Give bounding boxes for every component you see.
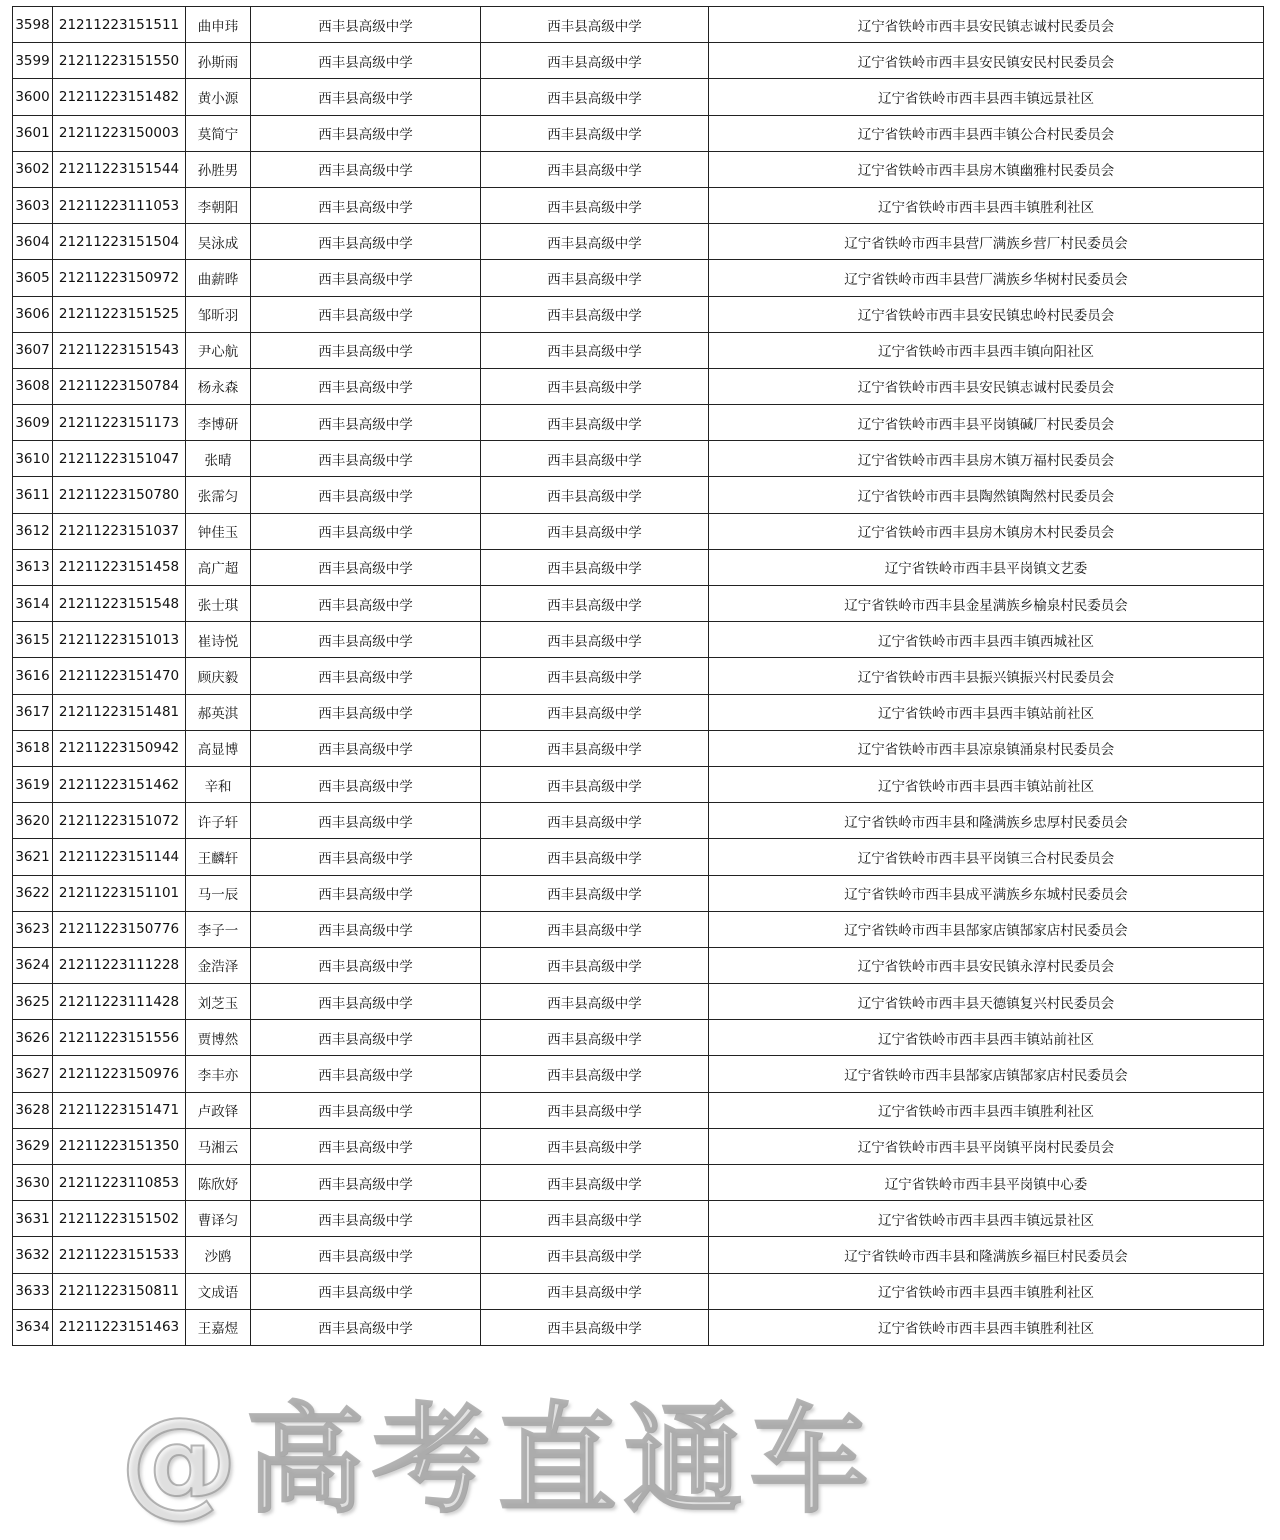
student-name-cell: 张晴: [186, 441, 251, 477]
table-row: [13, 332, 1264, 368]
admitted-school-cell: 西丰县高级中学: [481, 1165, 709, 1201]
household-address-cell: 辽宁省铁岭市西丰县房木镇万福村民委员会: [709, 441, 1264, 477]
exam-id-cell: 21211223151462: [53, 766, 186, 802]
student-name-cell: 郝英淇: [186, 694, 251, 730]
row-number-cell: 3612: [13, 513, 53, 549]
student-list-table: [12, 6, 1264, 1346]
school-cell: 西丰县高级中学: [251, 1020, 481, 1056]
household-address-cell: 辽宁省铁岭市西丰县西丰镇胜利社区: [709, 1092, 1264, 1128]
row-number-cell: 3617: [13, 694, 53, 730]
student-name-cell: 王嘉煜: [186, 1309, 251, 1345]
household-address-cell: 辽宁省铁岭市西丰县西丰镇站前社区: [709, 1020, 1264, 1056]
table-row: [13, 1020, 1264, 1056]
admitted-school-cell: 西丰县高级中学: [481, 1309, 709, 1345]
row-number-cell: 3621: [13, 839, 53, 875]
exam-id-cell: 21211223151047: [53, 441, 186, 477]
row-number-cell: 3622: [13, 875, 53, 911]
admitted-school-cell: 西丰县高级中学: [481, 151, 709, 187]
table-row: [13, 1201, 1264, 1237]
exam-id-cell: 21211223111428: [53, 984, 186, 1020]
school-cell: 西丰县高级中学: [251, 803, 481, 839]
row-number-cell: 3630: [13, 1165, 53, 1201]
admitted-school-cell: 西丰县高级中学: [481, 368, 709, 404]
exam-id-cell: 21211223150780: [53, 477, 186, 513]
student-name-cell: 金浩泽: [186, 947, 251, 983]
table-row: [13, 1237, 1264, 1273]
exam-id-cell: 21211223151173: [53, 405, 186, 441]
table-row: [13, 586, 1264, 622]
admitted-school-cell: 西丰县高级中学: [481, 1201, 709, 1237]
student-name-cell: 马湘云: [186, 1128, 251, 1164]
school-cell: 西丰县高级中学: [251, 79, 481, 115]
household-address-cell: 辽宁省铁岭市西丰县西丰镇胜利社区: [709, 1273, 1264, 1309]
table-row: [13, 694, 1264, 730]
admitted-school-cell: 西丰县高级中学: [481, 43, 709, 79]
household-address-cell: 辽宁省铁岭市西丰县营厂满族乡营厂村民委员会: [709, 224, 1264, 260]
admitted-school-cell: 西丰县高级中学: [481, 622, 709, 658]
household-address-cell: 辽宁省铁岭市西丰县天德镇复兴村民委员会: [709, 984, 1264, 1020]
table-row: [13, 875, 1264, 911]
exam-id-cell: 21211223151471: [53, 1092, 186, 1128]
student-name-cell: 高显博: [186, 730, 251, 766]
admitted-school-cell: 西丰县高级中学: [481, 730, 709, 766]
admitted-school-cell: 西丰县高级中学: [481, 1128, 709, 1164]
school-cell: 西丰县高级中学: [251, 151, 481, 187]
exam-id-cell: 21211223150784: [53, 368, 186, 404]
table-row: [13, 1092, 1264, 1128]
school-cell: 西丰县高级中学: [251, 694, 481, 730]
table-row: [13, 115, 1264, 151]
school-cell: 西丰县高级中学: [251, 224, 481, 260]
student-name-cell: 孙胜男: [186, 151, 251, 187]
student-name-cell: 黄小源: [186, 79, 251, 115]
exam-id-cell: 21211223111228: [53, 947, 186, 983]
row-number-cell: 3603: [13, 187, 53, 223]
student-name-cell: 顾庆毅: [186, 658, 251, 694]
row-number-cell: 3608: [13, 368, 53, 404]
row-number-cell: 3606: [13, 296, 53, 332]
table-row: [13, 151, 1264, 187]
student-name-cell: 陈欣妤: [186, 1165, 251, 1201]
household-address-cell: 辽宁省铁岭市西丰县西丰镇远景社区: [709, 1201, 1264, 1237]
admitted-school-cell: 西丰县高级中学: [481, 79, 709, 115]
table-row: [13, 405, 1264, 441]
student-name-cell: 孙斯雨: [186, 43, 251, 79]
student-name-cell: 吴泳成: [186, 224, 251, 260]
household-address-cell: 辽宁省铁岭市西丰县平岗镇三合村民委员会: [709, 839, 1264, 875]
exam-id-cell: 21211223150972: [53, 260, 186, 296]
admitted-school-cell: 西丰县高级中学: [481, 187, 709, 223]
admitted-school-cell: 西丰县高级中学: [481, 911, 709, 947]
school-cell: 西丰县高级中学: [251, 441, 481, 477]
exam-id-cell: 21211223151525: [53, 296, 186, 332]
row-number-cell: 3631: [13, 1201, 53, 1237]
admitted-school-cell: 西丰县高级中学: [481, 115, 709, 151]
school-cell: 西丰县高级中学: [251, 1273, 481, 1309]
school-cell: 西丰县高级中学: [251, 43, 481, 79]
student-name-cell: 许子轩: [186, 803, 251, 839]
table-row: [13, 766, 1264, 802]
admitted-school-cell: 西丰县高级中学: [481, 947, 709, 983]
household-address-cell: 辽宁省铁岭市西丰县西丰镇胜利社区: [709, 187, 1264, 223]
row-number-cell: 3615: [13, 622, 53, 658]
table-row: [13, 43, 1264, 79]
row-number-cell: 3634: [13, 1309, 53, 1345]
student-name-cell: 李朝阳: [186, 187, 251, 223]
school-cell: 西丰县高级中学: [251, 1237, 481, 1273]
school-cell: 西丰县高级中学: [251, 947, 481, 983]
table-row: [13, 1273, 1264, 1309]
row-number-cell: 3611: [13, 477, 53, 513]
exam-id-cell: 21211223151037: [53, 513, 186, 549]
row-number-cell: 3614: [13, 586, 53, 622]
row-number-cell: 3623: [13, 911, 53, 947]
row-number-cell: 3605: [13, 260, 53, 296]
school-cell: 西丰县高级中学: [251, 187, 481, 223]
student-name-cell: 曲申玮: [186, 7, 251, 43]
student-name-cell: 沙鸥: [186, 1237, 251, 1273]
admitted-school-cell: 西丰县高级中学: [481, 441, 709, 477]
table-row: [13, 441, 1264, 477]
exam-id-cell: 21211223151481: [53, 694, 186, 730]
household-address-cell: 辽宁省铁岭市西丰县西丰镇向阳社区: [709, 332, 1264, 368]
admitted-school-cell: 西丰县高级中学: [481, 405, 709, 441]
row-number-cell: 3602: [13, 151, 53, 187]
row-number-cell: 3629: [13, 1128, 53, 1164]
school-cell: 西丰县高级中学: [251, 549, 481, 585]
table-row: [13, 368, 1264, 404]
table-row: [13, 803, 1264, 839]
student-name-cell: 王麟轩: [186, 839, 251, 875]
row-number-cell: 3618: [13, 730, 53, 766]
row-number-cell: 3599: [13, 43, 53, 79]
admitted-school-cell: 西丰县高级中学: [481, 1237, 709, 1273]
row-number-cell: 3610: [13, 441, 53, 477]
exam-id-cell: 21211223151072: [53, 803, 186, 839]
student-name-cell: 文成语: [186, 1273, 251, 1309]
household-address-cell: 辽宁省铁岭市西丰县安民镇忠岭村民委员会: [709, 296, 1264, 332]
row-number-cell: 3632: [13, 1237, 53, 1273]
admitted-school-cell: 西丰县高级中学: [481, 1273, 709, 1309]
school-cell: 西丰县高级中学: [251, 1128, 481, 1164]
household-address-cell: 辽宁省铁岭市西丰县金星满族乡榆泉村民委员会: [709, 586, 1264, 622]
school-cell: 西丰县高级中学: [251, 115, 481, 151]
row-number-cell: 3619: [13, 766, 53, 802]
household-address-cell: 辽宁省铁岭市西丰县和隆满族乡福巨村民委员会: [709, 1237, 1264, 1273]
household-address-cell: 辽宁省铁岭市西丰县安民镇安民村民委员会: [709, 43, 1264, 79]
household-address-cell: 辽宁省铁岭市西丰县营厂满族乡华树村民委员会: [709, 260, 1264, 296]
household-address-cell: 辽宁省铁岭市西丰县郜家店镇郜家店村民委员会: [709, 911, 1264, 947]
student-name-cell: 莫简宁: [186, 115, 251, 151]
table-row: [13, 984, 1264, 1020]
table-row: [13, 513, 1264, 549]
household-address-cell: 辽宁省铁岭市西丰县安民镇志诚村民委员会: [709, 368, 1264, 404]
admitted-school-cell: 西丰县高级中学: [481, 296, 709, 332]
row-number-cell: 3598: [13, 7, 53, 43]
school-cell: 西丰县高级中学: [251, 332, 481, 368]
exam-id-cell: 21211223151463: [53, 1309, 186, 1345]
student-name-cell: 刘芝玉: [186, 984, 251, 1020]
exam-id-cell: 21211223151511: [53, 7, 186, 43]
row-number-cell: 3601: [13, 115, 53, 151]
exam-id-cell: 21211223150003: [53, 115, 186, 151]
table-row: [13, 260, 1264, 296]
household-address-cell: 辽宁省铁岭市西丰县房木镇幽雅村民委员会: [709, 151, 1264, 187]
exam-id-cell: 21211223111053: [53, 187, 186, 223]
student-name-cell: 杨永森: [186, 368, 251, 404]
student-name-cell: 尹心航: [186, 332, 251, 368]
school-cell: 西丰县高级中学: [251, 1201, 481, 1237]
row-number-cell: 3607: [13, 332, 53, 368]
household-address-cell: 辽宁省铁岭市西丰县振兴镇振兴村民委员会: [709, 658, 1264, 694]
row-number-cell: 3604: [13, 224, 53, 260]
admitted-school-cell: 西丰县高级中学: [481, 766, 709, 802]
exam-id-cell: 21211223151458: [53, 549, 186, 585]
household-address-cell: 辽宁省铁岭市西丰县西丰镇西城社区: [709, 622, 1264, 658]
student-name-cell: 李子一: [186, 911, 251, 947]
admitted-school-cell: 西丰县高级中学: [481, 260, 709, 296]
table-row: [13, 730, 1264, 766]
student-name-cell: 曹译匀: [186, 1201, 251, 1237]
school-cell: 西丰县高级中学: [251, 296, 481, 332]
school-cell: 西丰县高级中学: [251, 730, 481, 766]
table-row: [13, 1128, 1264, 1164]
row-number-cell: 3620: [13, 803, 53, 839]
school-cell: 西丰县高级中学: [251, 260, 481, 296]
exam-id-cell: 21211223150942: [53, 730, 186, 766]
admitted-school-cell: 西丰县高级中学: [481, 7, 709, 43]
household-address-cell: 辽宁省铁岭市西丰县西丰镇胜利社区: [709, 1309, 1264, 1345]
table-row: [13, 839, 1264, 875]
exam-id-cell: 21211223151101: [53, 875, 186, 911]
admitted-school-cell: 西丰县高级中学: [481, 549, 709, 585]
admitted-school-cell: 西丰县高级中学: [481, 1092, 709, 1128]
school-cell: 西丰县高级中学: [251, 875, 481, 911]
school-cell: 西丰县高级中学: [251, 984, 481, 1020]
row-number-cell: 3626: [13, 1020, 53, 1056]
admitted-school-cell: 西丰县高级中学: [481, 224, 709, 260]
student-name-cell: 曲薪晔: [186, 260, 251, 296]
household-address-cell: 辽宁省铁岭市西丰县成平满族乡东城村民委员会: [709, 875, 1264, 911]
student-name-cell: 张霈匀: [186, 477, 251, 513]
student-name-cell: 邹昕羽: [186, 296, 251, 332]
student-name-cell: 高广超: [186, 549, 251, 585]
admitted-school-cell: 西丰县高级中学: [481, 875, 709, 911]
watermark-bottom: @高考直通车: [120, 1391, 877, 1529]
table-row: [13, 224, 1264, 260]
admitted-school-cell: 西丰县高级中学: [481, 586, 709, 622]
household-address-cell: 辽宁省铁岭市西丰县和隆满族乡忠厚村民委员会: [709, 803, 1264, 839]
admitted-school-cell: 西丰县高级中学: [481, 1056, 709, 1092]
household-address-cell: 辽宁省铁岭市西丰县平岗镇文艺委: [709, 549, 1264, 585]
admitted-school-cell: 西丰县高级中学: [481, 839, 709, 875]
exam-id-cell: 21211223150976: [53, 1056, 186, 1092]
exam-id-cell: 21211223150776: [53, 911, 186, 947]
exam-id-cell: 21211223151504: [53, 224, 186, 260]
school-cell: 西丰县高级中学: [251, 622, 481, 658]
admitted-school-cell: 西丰县高级中学: [481, 1020, 709, 1056]
household-address-cell: 辽宁省铁岭市西丰县西丰镇站前社区: [709, 766, 1264, 802]
table-row: [13, 79, 1264, 115]
table-body: [13, 7, 1264, 1346]
admitted-school-cell: 西丰县高级中学: [481, 332, 709, 368]
exam-id-cell: 21211223151144: [53, 839, 186, 875]
table-row: [13, 622, 1264, 658]
exam-id-cell: 21211223151502: [53, 1201, 186, 1237]
household-address-cell: 辽宁省铁岭市西丰县平岗镇碱厂村民委员会: [709, 405, 1264, 441]
table-row: [13, 187, 1264, 223]
table-row: [13, 658, 1264, 694]
admitted-school-cell: 西丰县高级中学: [481, 513, 709, 549]
school-cell: 西丰县高级中学: [251, 586, 481, 622]
school-cell: 西丰县高级中学: [251, 477, 481, 513]
exam-id-cell: 21211223151556: [53, 1020, 186, 1056]
exam-id-cell: 21211223151470: [53, 658, 186, 694]
exam-id-cell: 21211223151013: [53, 622, 186, 658]
row-number-cell: 3613: [13, 549, 53, 585]
table-row: [13, 477, 1264, 513]
row-number-cell: 3616: [13, 658, 53, 694]
household-address-cell: 辽宁省铁岭市西丰县平岗镇中心委: [709, 1165, 1264, 1201]
table-row: [13, 296, 1264, 332]
exam-id-cell: 21211223151533: [53, 1237, 186, 1273]
row-number-cell: 3628: [13, 1092, 53, 1128]
admitted-school-cell: 西丰县高级中学: [481, 694, 709, 730]
exam-id-cell: 21211223151550: [53, 43, 186, 79]
school-cell: 西丰县高级中学: [251, 1165, 481, 1201]
exam-id-cell: 21211223151544: [53, 151, 186, 187]
table-row: [13, 549, 1264, 585]
student-name-cell: 崔诗悦: [186, 622, 251, 658]
exam-id-cell: 21211223150811: [53, 1273, 186, 1309]
school-cell: 西丰县高级中学: [251, 658, 481, 694]
row-number-cell: 3624: [13, 947, 53, 983]
exam-id-cell: 21211223151548: [53, 586, 186, 622]
table-row: [13, 7, 1264, 43]
table-row: [13, 911, 1264, 947]
school-cell: 西丰县高级中学: [251, 1056, 481, 1092]
household-address-cell: 辽宁省铁岭市西丰县平岗镇平岗村民委员会: [709, 1128, 1264, 1164]
school-cell: 西丰县高级中学: [251, 1309, 481, 1345]
household-address-cell: 辽宁省铁岭市西丰县陶然镇陶然村民委员会: [709, 477, 1264, 513]
school-cell: 西丰县高级中学: [251, 839, 481, 875]
table-row: [13, 1309, 1264, 1345]
household-address-cell: 辽宁省铁岭市西丰县房木镇房木村民委员会: [709, 513, 1264, 549]
table-row: [13, 1056, 1264, 1092]
student-name-cell: 马一辰: [186, 875, 251, 911]
school-cell: 西丰县高级中学: [251, 911, 481, 947]
household-address-cell: 辽宁省铁岭市西丰县郜家店镇郜家店村民委员会: [709, 1056, 1264, 1092]
admitted-school-cell: 西丰县高级中学: [481, 658, 709, 694]
student-name-cell: 李博研: [186, 405, 251, 441]
household-address-cell: 辽宁省铁岭市西丰县西丰镇公合村民委员会: [709, 115, 1264, 151]
row-number-cell: 3627: [13, 1056, 53, 1092]
student-name-cell: 钟佳玉: [186, 513, 251, 549]
admitted-school-cell: 西丰县高级中学: [481, 803, 709, 839]
row-number-cell: 3609: [13, 405, 53, 441]
table-row: [13, 1165, 1264, 1201]
exam-id-cell: 21211223151543: [53, 332, 186, 368]
student-name-cell: 卢政铎: [186, 1092, 251, 1128]
household-address-cell: 辽宁省铁岭市西丰县安民镇志诚村民委员会: [709, 7, 1264, 43]
school-cell: 西丰县高级中学: [251, 513, 481, 549]
student-name-cell: 贾博然: [186, 1020, 251, 1056]
admitted-school-cell: 西丰县高级中学: [481, 984, 709, 1020]
school-cell: 西丰县高级中学: [251, 368, 481, 404]
admitted-school-cell: 西丰县高级中学: [481, 477, 709, 513]
exam-id-cell: 21211223151350: [53, 1128, 186, 1164]
household-address-cell: 辽宁省铁岭市西丰县西丰镇远景社区: [709, 79, 1264, 115]
exam-id-cell: 21211223110853: [53, 1165, 186, 1201]
school-cell: 西丰县高级中学: [251, 7, 481, 43]
row-number-cell: 3633: [13, 1273, 53, 1309]
row-number-cell: 3625: [13, 984, 53, 1020]
school-cell: 西丰县高级中学: [251, 1092, 481, 1128]
row-number-cell: 3600: [13, 79, 53, 115]
household-address-cell: 辽宁省铁岭市西丰县凉泉镇涌泉村民委员会: [709, 730, 1264, 766]
student-name-cell: 辛和: [186, 766, 251, 802]
exam-id-cell: 21211223151482: [53, 79, 186, 115]
school-cell: 西丰县高级中学: [251, 405, 481, 441]
household-address-cell: 辽宁省铁岭市西丰县西丰镇站前社区: [709, 694, 1264, 730]
student-name-cell: 李丰亦: [186, 1056, 251, 1092]
school-cell: 西丰县高级中学: [251, 766, 481, 802]
household-address-cell: 辽宁省铁岭市西丰县安民镇永淳村民委员会: [709, 947, 1264, 983]
table-row: [13, 947, 1264, 983]
student-name-cell: 张士琪: [186, 586, 251, 622]
